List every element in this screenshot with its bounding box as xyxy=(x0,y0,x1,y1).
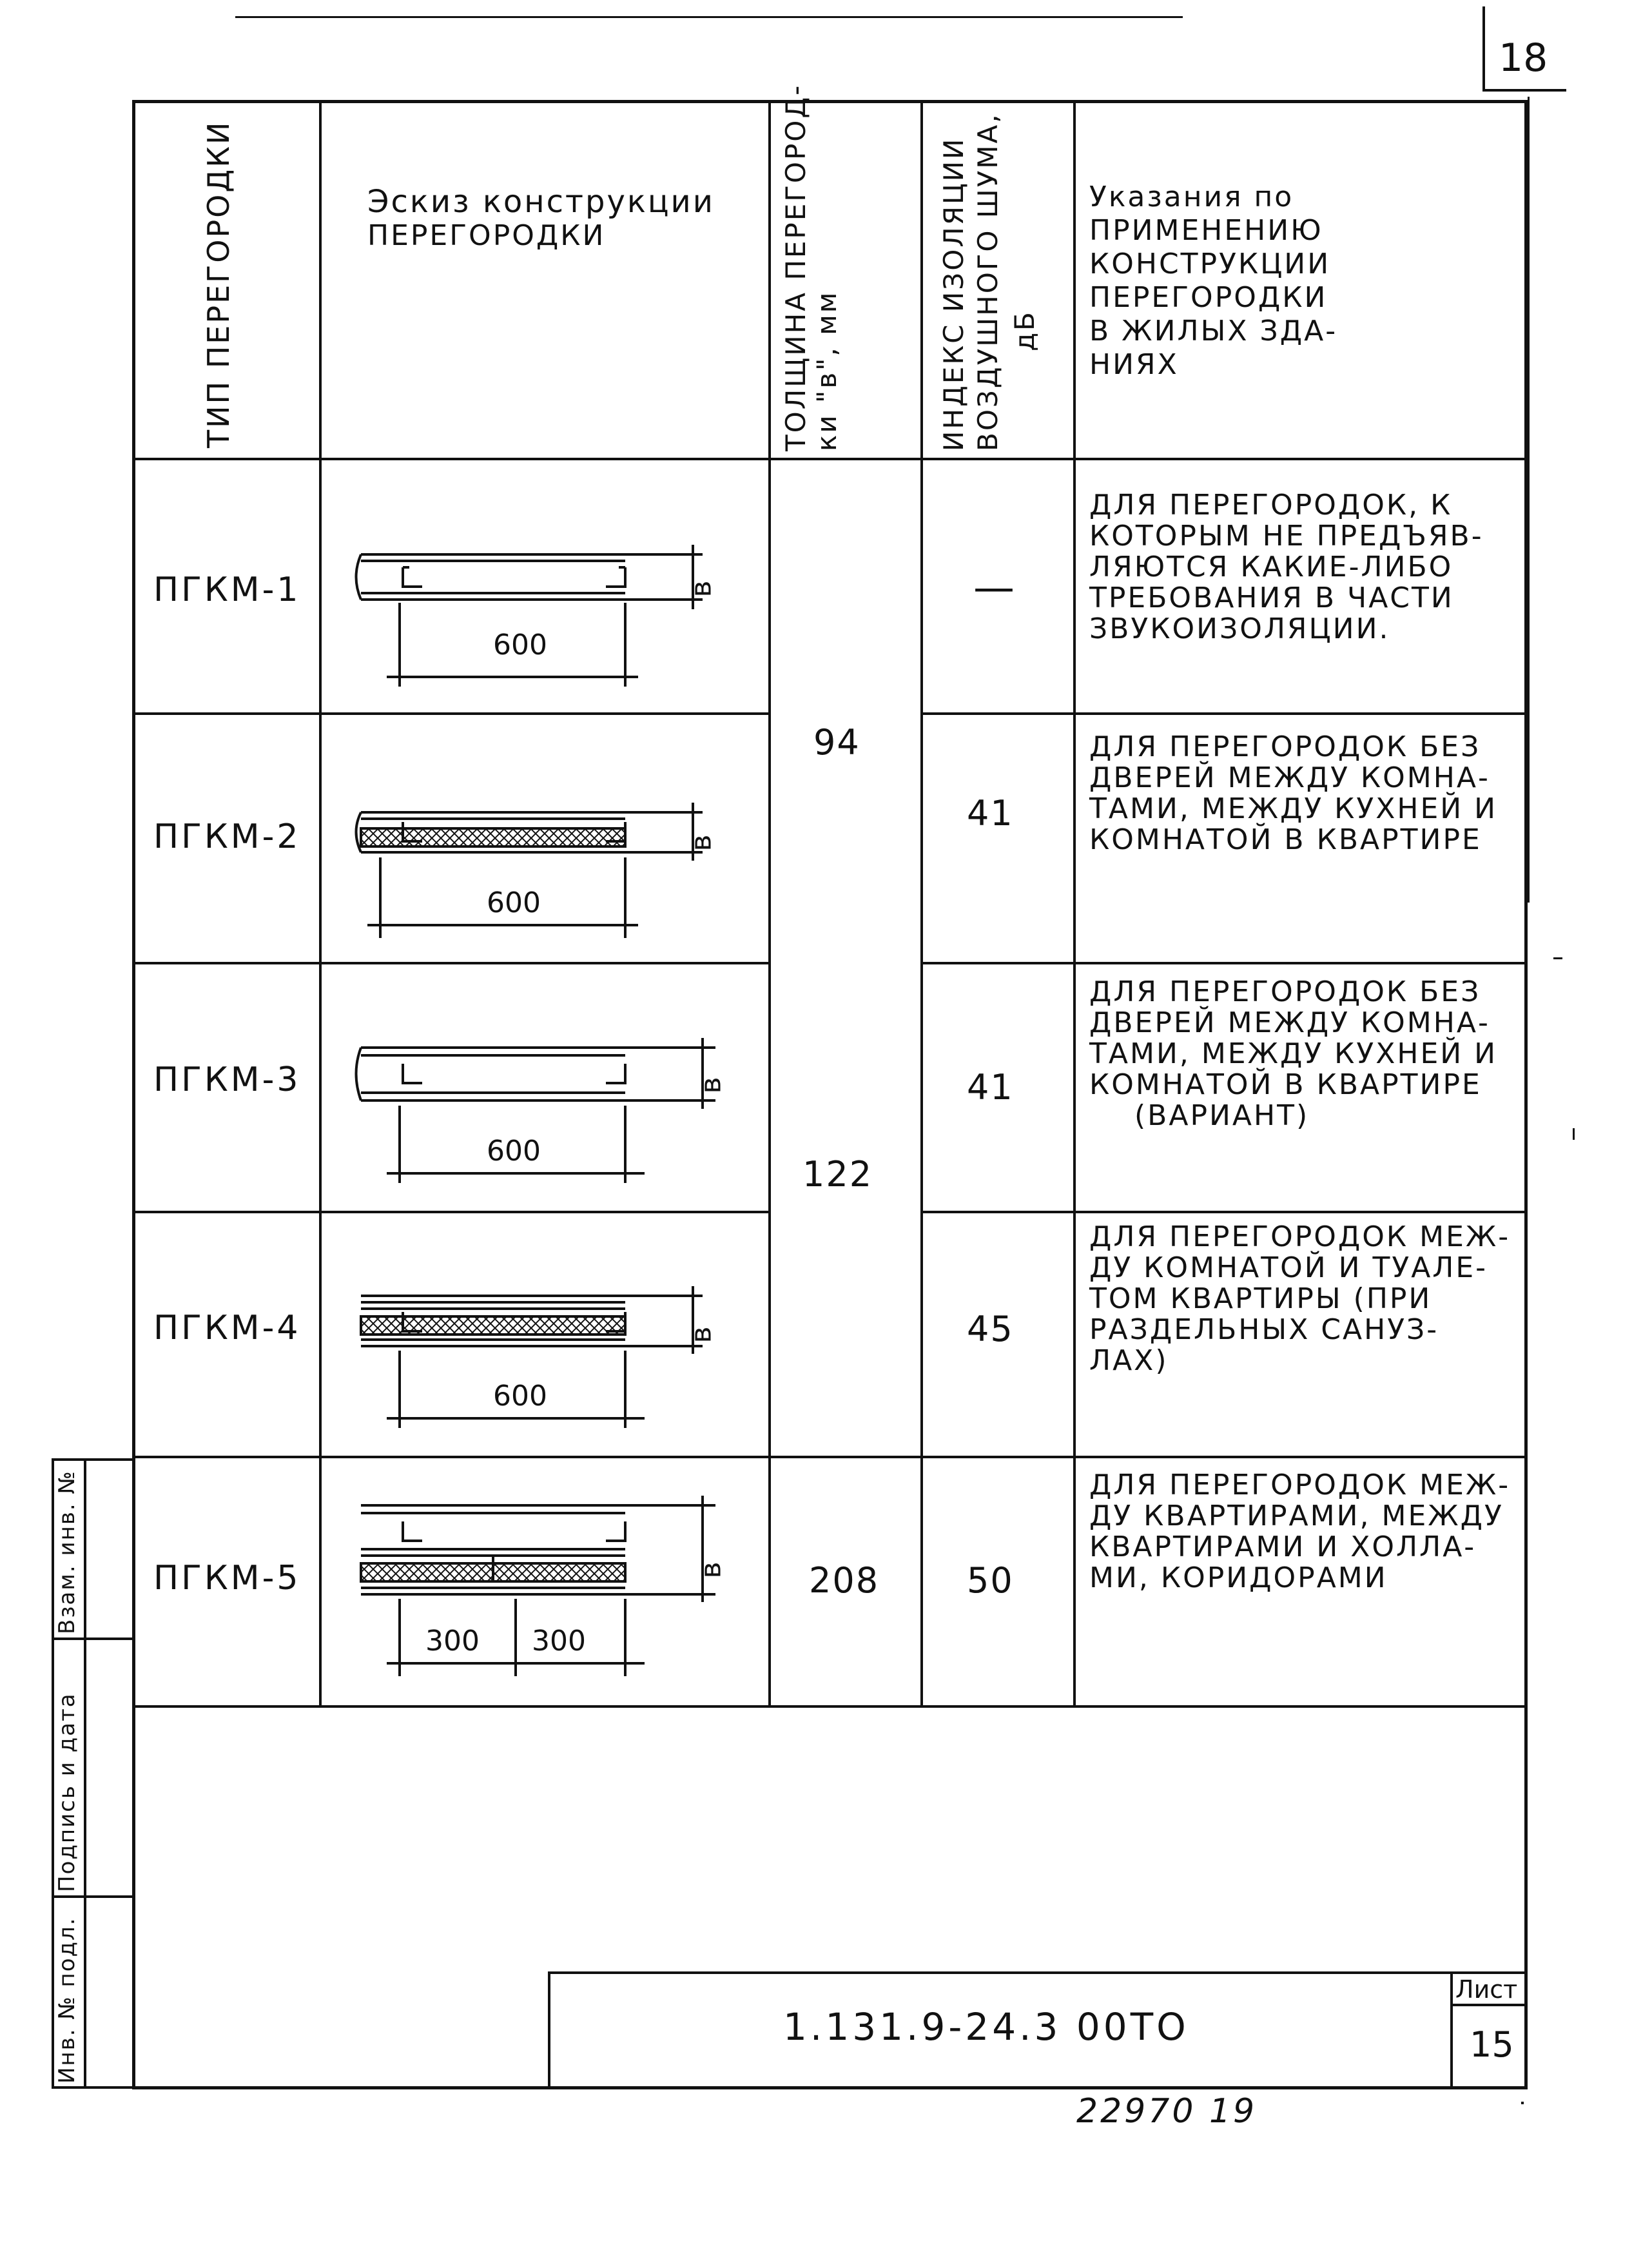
row-notes xyxy=(1089,490,1484,645)
stamp-replace-inv-label: Взам. инв. № xyxy=(54,1470,80,1634)
header-bottom xyxy=(132,458,1524,460)
thickness-value: 94 xyxy=(813,722,860,763)
notes-line: ЗВУКОИЗОЛЯЦИИ. xyxy=(1089,612,1390,645)
notes-line: ТАМИ, МЕЖДУ КУХНЕЙ И xyxy=(1089,1037,1498,1070)
row-notes xyxy=(1089,1222,1510,1376)
dim-value: 300 xyxy=(532,1625,586,1657)
page-number-divider xyxy=(1482,6,1485,90)
header-notes-line: ПРИМЕНЕНИЮ xyxy=(1089,214,1323,247)
thickness-value: 122 xyxy=(802,1154,873,1195)
row-type-label: ПГКМ-4 xyxy=(153,1309,301,1347)
header-col-thickness-line1: ТОЛЩИНА ПЕРЕГОРОД- xyxy=(780,83,811,451)
thickness-value: 208 xyxy=(809,1560,880,1601)
header-col-thickness-line2: ки "в", мм xyxy=(811,290,842,451)
sketch-pgkm-1 xyxy=(342,542,761,696)
dim-value: 600 xyxy=(493,629,547,661)
notes-line: ЛЯЮТСЯ КАКИЕ-ЛИБО xyxy=(1089,551,1453,583)
header-col-notes xyxy=(1089,181,1337,382)
header-notes-line: Указания по xyxy=(1089,181,1294,213)
title-block-top xyxy=(548,1971,1528,1974)
dim-value: 300 xyxy=(425,1625,480,1657)
table-top-border xyxy=(132,100,1524,103)
notes-line: ДЛЯ ПЕРЕГОРОДОК БЕЗ xyxy=(1089,730,1481,763)
top-rule xyxy=(235,16,1183,18)
notes-line: ДВЕРЕЙ МЕЖДУ КОМНА- xyxy=(1089,1006,1490,1039)
side-stamp-top xyxy=(52,1458,135,1461)
page-number-top: 18 xyxy=(1499,35,1548,81)
notes-line: (ВАРИАНТ) xyxy=(1134,1099,1310,1132)
row-type-label: ПГКМ-3 xyxy=(153,1061,301,1099)
index-value: — xyxy=(973,564,1016,612)
notes-line: КОМНАТОЙ В КВАРТИРЕ xyxy=(1089,1068,1482,1101)
notes-line: ДЛЯ ПЕРЕГОРОДОК, К xyxy=(1089,489,1453,522)
row2-bottom-a xyxy=(132,962,770,964)
notes-line: КОМНАТОЙ В КВАРТИРЕ xyxy=(1089,823,1482,856)
index-value: 41 xyxy=(967,1067,1014,1108)
notes-line: ДУ КВАРТИРАМИ, МЕЖДУ xyxy=(1089,1500,1504,1532)
header-col-index-line2: ВОЗДУШНОГО ШУМА, xyxy=(972,112,1004,451)
header-col-index-line3: дБ xyxy=(1009,310,1040,351)
scan-mark xyxy=(1573,1128,1575,1140)
sketch-pgkm-2 xyxy=(342,793,761,948)
row5-bottom xyxy=(132,1705,1524,1708)
notes-line: КВАРТИРАМИ И ХОЛЛА- xyxy=(1089,1530,1477,1563)
dim-value: 600 xyxy=(487,886,541,919)
notes-line: ЛАХ) xyxy=(1089,1344,1169,1377)
notes-line: ДЛЯ ПЕРЕГОРОДОК МЕЖ- xyxy=(1089,1469,1511,1501)
sketch-pgkm-3 xyxy=(342,1028,761,1196)
row-type-label: ПГКМ-1 xyxy=(153,571,301,609)
row3-bottom-b xyxy=(920,1211,1524,1213)
table-bottom-border xyxy=(132,2086,1528,2089)
col-divider-3 xyxy=(920,100,923,1705)
dim-label: в xyxy=(685,1326,718,1344)
dim-label: в xyxy=(685,580,718,598)
stamp-signature-date-label: Подпись и дата xyxy=(54,1692,80,1892)
notes-line: МИ, КОРИДОРАМИ xyxy=(1089,1561,1388,1594)
index-value: 41 xyxy=(967,793,1014,834)
table-right-outer xyxy=(1528,97,1530,903)
sheet-label: Лист xyxy=(1455,1975,1518,2004)
header-notes-line: ПЕРЕГОРОДКИ xyxy=(1089,281,1328,314)
col-divider-4 xyxy=(1073,100,1076,1705)
header-col-type: ТИП ПЕРЕГОРОДКИ xyxy=(201,120,236,448)
footer-code: 22970 19 xyxy=(1076,2092,1258,2131)
notes-line: ДЛЯ ПЕРЕГОРОДОК БЕЗ xyxy=(1089,975,1481,1008)
notes-line: ДЛЯ ПЕРЕГОРОДОК МЕЖ- xyxy=(1089,1220,1511,1253)
row-notes xyxy=(1089,977,1497,1131)
stamp-original-inv-label: Инв. № подл. xyxy=(54,1917,80,2084)
row1-bottom-a xyxy=(132,712,770,715)
dim-value: 600 xyxy=(493,1380,547,1413)
notes-line: ДУ КОМНАТОЙ И ТУАЛЕ- xyxy=(1089,1251,1488,1284)
sheet-cell-divider xyxy=(1450,2004,1528,2006)
title-block-left xyxy=(548,1971,550,2089)
index-value: 50 xyxy=(967,1560,1014,1601)
row3-bottom-a xyxy=(132,1211,770,1213)
row2-bottom-b xyxy=(920,962,1524,964)
side-stamp-bottom xyxy=(52,2086,135,2089)
header-col-index-line1: ИНДЕКС ИЗОЛЯЦИИ xyxy=(938,137,969,451)
dim-label: в xyxy=(694,1077,728,1094)
notes-line: РАЗДЕЛЬНЫХ САНУЗ- xyxy=(1089,1313,1439,1346)
side-stamp-right xyxy=(84,1458,86,2089)
header-notes-line: В ЖИЛЫХ ЗДА- xyxy=(1089,315,1338,347)
row-notes xyxy=(1089,732,1497,855)
row4-bottom xyxy=(132,1456,1524,1458)
notes-line: ТОМ КВАРТИРЫ (ПРИ xyxy=(1089,1282,1432,1315)
document-designation: 1.131.9-24.3 00ТО xyxy=(783,2005,1189,2049)
dim-label: в xyxy=(685,834,718,852)
row-type-label: ПГКМ-2 xyxy=(153,817,301,856)
page-number-underline xyxy=(1482,89,1566,92)
scan-mark xyxy=(1553,957,1562,959)
sheet-cell-left xyxy=(1450,1971,1453,2089)
side-stamp-div2 xyxy=(52,1895,135,1898)
row-notes xyxy=(1089,1470,1510,1594)
side-stamp-div1 xyxy=(52,1637,135,1640)
dim-label: в xyxy=(694,1561,728,1579)
notes-line: ТАМИ, МЕЖДУ КУХНЕЙ И xyxy=(1089,792,1498,825)
notes-line: КОТОРЫМ НЕ ПРЕДЪЯВ- xyxy=(1089,520,1484,552)
header-notes-line: НИЯХ xyxy=(1089,348,1179,381)
row1-bottom-b xyxy=(920,712,1524,715)
row-type-label: ПГКМ-5 xyxy=(153,1559,301,1598)
header-col-sketch-line1: Эскиз конструкции xyxy=(367,184,715,220)
sheet-number: 15 xyxy=(1470,2024,1514,2065)
scan-mark xyxy=(1521,2102,1524,2104)
table-left-border xyxy=(132,100,135,2089)
col-divider-1 xyxy=(319,100,322,1705)
dim-value: 600 xyxy=(487,1135,541,1168)
index-value: 45 xyxy=(967,1309,1014,1349)
notes-line: ТРЕБОВАНИЯ В ЧАСТИ xyxy=(1089,582,1454,614)
col-divider-2 xyxy=(768,100,771,1705)
sketch-pgkm-4 xyxy=(342,1283,761,1438)
header-notes-line: КОНСТРУКЦИИ xyxy=(1089,248,1331,280)
notes-line: ДВЕРЕЙ МЕЖДУ КОМНА- xyxy=(1089,761,1490,794)
header-col-sketch-line2: ПЕРЕГОРОДКИ xyxy=(367,219,606,252)
